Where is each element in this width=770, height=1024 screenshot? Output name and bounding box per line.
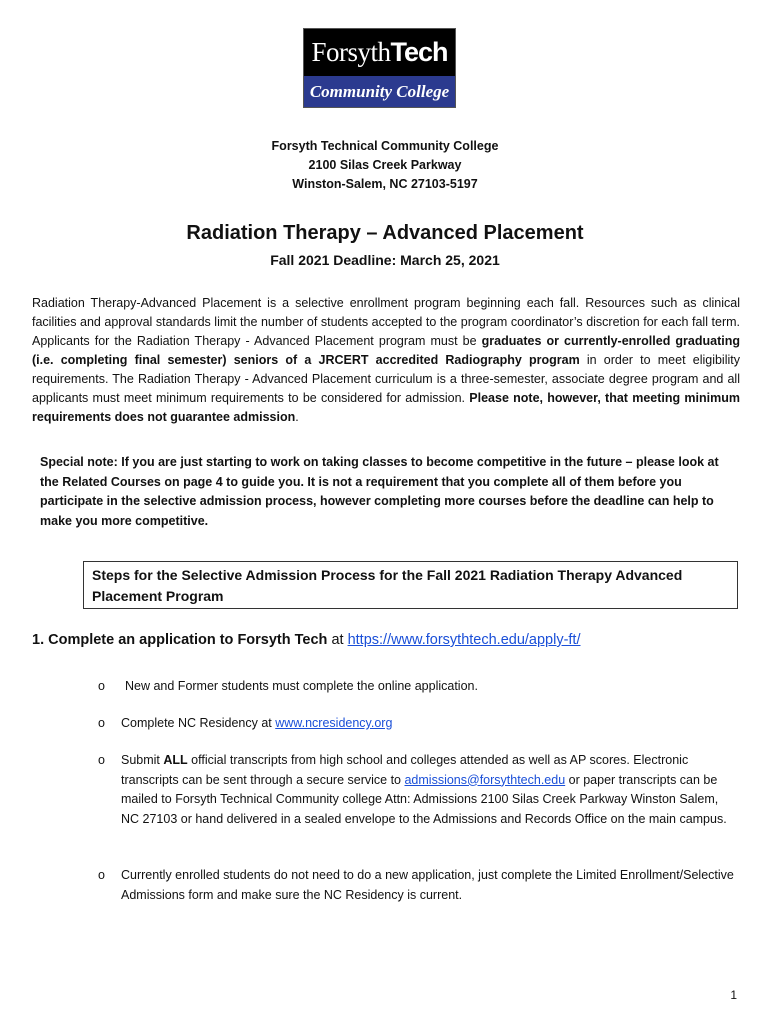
bullet-marker: o [98,753,105,767]
address-line-2: 2100 Silas Creek Parkway [308,158,462,172]
college-logo [303,28,456,108]
address-line-1: Forsyth Technical Community College [271,139,499,153]
bullet-marker: o [98,716,105,730]
bullet-marker: o [98,868,105,882]
logo-wordmark: ForsythTech [304,29,455,76]
steps-heading-box: Steps for the Selective Admission Process for the Fall 2021 Radiation Therapy Advanced Placement Program [83,561,738,609]
address-line-3: Winston-Salem, NC 27103-5197 [292,177,478,191]
bullet-marker: o [98,679,105,693]
logo-subtitle: Community College [304,76,455,108]
page-number: 1 [730,988,737,1002]
deadline-heading: Fall 2021 Deadline: March 25, 2021 [270,252,500,268]
step-1-heading: 1. Complete an application to Forsyth Tech at https://www.forsythtech.edu/apply-ft/ [32,632,581,648]
intro-paragraph: Radiation Therapy-Advanced Placement is a selective enrollment program beginning each fall. Resources such as clinical facilities and approval standards limit the number of students accepted to the program coordinator’s discretion for each fall term. Applicants for the Radiation Therapy - Advanced Placement program must be graduates or currently-enrolled graduating (i.e. completing final semester) seniors of a JRCERT accredited Radiography program in order to meet eligibility requirements. The Radiation Therapy - Advanced Placement curriculum is a three-semester, associate degree program and all applicants must meet minimum requirements to be considered for admission. Please note, however, that meeting minimum requirements does not guarantee admission. [32,296,740,424]
college-address [0,137,770,194]
apply-link[interactable]: https://www.forsythtech.edu/apply-ft/ [347,632,581,648]
ncresidency-link[interactable]: www.ncresidency.org [275,716,393,730]
admissions-email-link[interactable]: admissions@forsythtech.edu [404,772,566,787]
special-note: Special note: If you are just starting to work on taking classes to become competitive in the future – please look at the Related Courses on page 4 to guide you. It is not a requirement that you complete all of them before you participate in the selective admission process, however completing more courses before the deadline can help to make you more competitive. [40,455,719,528]
document-title: Radiation Therapy – Advanced Placement [186,222,584,244]
